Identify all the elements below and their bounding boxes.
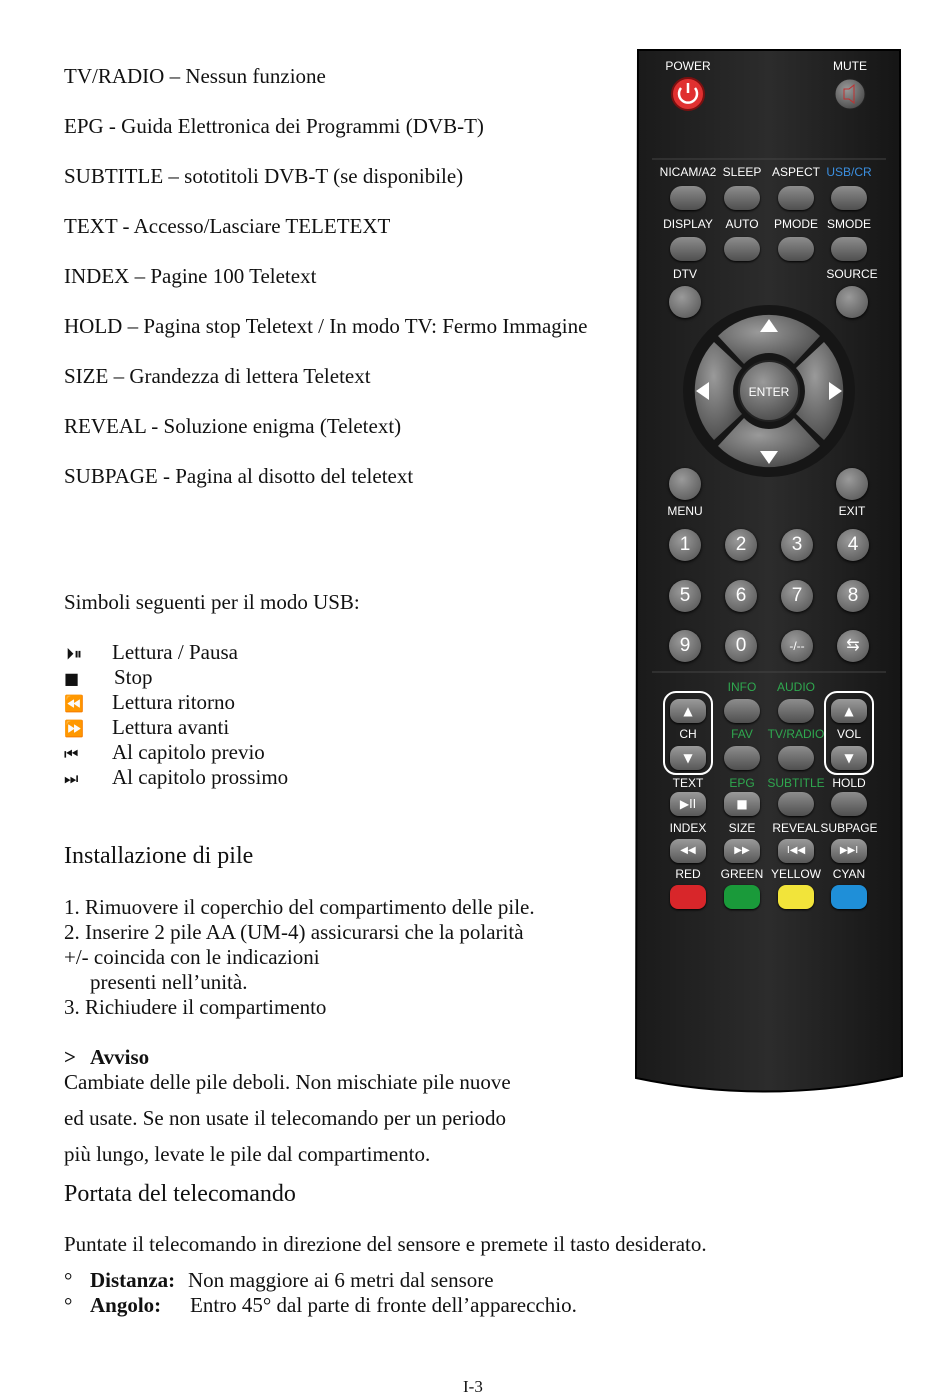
exit-button[interactable] xyxy=(836,468,868,500)
exit-label: EXIT xyxy=(838,504,866,518)
ch-down-button[interactable]: ▼ xyxy=(670,746,706,770)
pmode-button[interactable] xyxy=(778,237,814,261)
subtitle-button[interactable] xyxy=(778,792,814,816)
aspect-label: ASPECT xyxy=(771,165,820,179)
page-number: I-3 xyxy=(463,1377,483,1396)
epg-label: EPG xyxy=(729,776,755,790)
function-line-tvradio: TV/RADIO – Nessun funzione xyxy=(64,64,326,88)
warning-title: Avviso xyxy=(90,1045,150,1069)
range-text-angle: Entro 45° dal parte di fronte dell’apparecchio. xyxy=(190,1293,577,1317)
mute-label: MUTE xyxy=(833,59,867,73)
digit-8-button[interactable]: 8 xyxy=(837,580,869,612)
range-bullet-1: ° xyxy=(64,1268,73,1292)
battery-step-1: 1. Rimuovere il coperchio del compartimento delle pile. xyxy=(64,895,535,919)
tvradio-button[interactable] xyxy=(778,746,814,770)
usbcr-label: USB/CR xyxy=(826,165,872,179)
warning-line-2: ed usate. Se non usate il telecomando per un periodo xyxy=(64,1106,507,1130)
red-button[interactable] xyxy=(670,885,706,909)
battery-step-2: 2. Inserire 2 pile AA (UM-4) assicurarsi che la polarità xyxy=(64,920,524,944)
subtitle-label: SUBTITLE xyxy=(767,776,825,790)
fav-label: FAV xyxy=(731,727,753,741)
warning-line-3: più lungo, levate le pile dal compartimento. xyxy=(64,1142,431,1166)
battery-step-3: 3. Richiudere il compartimento xyxy=(64,995,327,1019)
function-line-reveal: REVEAL - Soluzione enigma (Teletext) xyxy=(64,414,402,438)
reveal-label: REVEAL xyxy=(772,821,820,835)
fast-forward-icon: ⏩ xyxy=(64,719,84,738)
auto-button[interactable] xyxy=(724,237,760,261)
yellow-button[interactable] xyxy=(778,885,814,909)
yellow-label: YELLOW xyxy=(770,867,821,881)
function-line-hold: HOLD – Pagina stop Teletext / In modo TV: Fermo Immagine xyxy=(64,314,588,338)
mute-button[interactable] xyxy=(835,79,865,109)
digit-7-button[interactable]: 7 xyxy=(781,580,813,612)
green-label: GREEN xyxy=(720,867,764,881)
usb-item-next: Al capitolo prossimo xyxy=(112,765,289,789)
power-label: POWER xyxy=(665,59,711,73)
auto-label: AUTO xyxy=(725,217,759,231)
display-label: DISPLAY xyxy=(663,217,713,231)
fav-button[interactable] xyxy=(724,746,760,770)
rewind-icon: ⏪ xyxy=(64,694,84,713)
pmode-label: PMODE xyxy=(773,217,818,231)
usbcr-button[interactable] xyxy=(831,186,867,210)
digit-6-button[interactable]: 6 xyxy=(725,580,757,612)
menu-label: MENU xyxy=(667,504,703,518)
range-label-angle: Angolo: xyxy=(90,1293,162,1317)
cyan-button[interactable] xyxy=(831,885,867,909)
audio-label: AUDIO xyxy=(776,680,815,694)
next-chapter-icon: ⏭ xyxy=(64,769,79,788)
digit-4-button[interactable]: 4 xyxy=(837,529,869,561)
warning-line-1: Cambiate delle pile deboli. Non mischiate pile nuove xyxy=(64,1070,511,1094)
function-line-size: SIZE – Grandezza di lettera Teletext xyxy=(64,364,371,388)
usb-item-forward: Lettura avanti xyxy=(112,715,230,739)
range-bullet-2: ° xyxy=(64,1293,73,1317)
rewind-button[interactable]: ◀◀ xyxy=(670,839,706,863)
digit-0-button[interactable]: 0 xyxy=(725,630,757,662)
vol-down-button[interactable]: ▼ xyxy=(831,746,867,770)
next-chapter-button[interactable]: ▶▶I xyxy=(831,839,867,863)
battery-step-2-cont2: presenti nell’unità. xyxy=(90,970,248,994)
digit-9-button[interactable]: 9 xyxy=(669,630,701,662)
range-label-distance: Distanza: xyxy=(90,1268,176,1292)
ch-label: CH xyxy=(679,727,697,741)
range-intro: Puntate il telecomando in direzione del sensore e premete il tasto desiderato. xyxy=(64,1232,707,1256)
sleep-button[interactable] xyxy=(724,186,760,210)
info-button[interactable] xyxy=(724,699,760,723)
battery-heading: Installazione di pile xyxy=(64,843,254,869)
smode-button[interactable] xyxy=(831,237,867,261)
source-label: SOURCE xyxy=(826,267,878,281)
hold-button[interactable] xyxy=(831,792,867,816)
sleep-label: SLEEP xyxy=(722,165,762,179)
usb-heading: Simboli seguenti per il modo USB: xyxy=(64,590,360,614)
text-label: TEXT xyxy=(672,776,704,790)
enter-button[interactable] xyxy=(739,361,799,421)
function-line-epg: EPG - Guida Elettronica dei Programmi (DVB-T) xyxy=(64,114,484,138)
recall-icon[interactable]: ⇆ xyxy=(837,630,869,662)
hold-label: HOLD xyxy=(832,776,866,790)
warning-marker: > xyxy=(64,1045,76,1069)
ch-up-button[interactable]: ▲ xyxy=(670,699,706,723)
vol-label: VOL xyxy=(836,727,861,741)
subpage-label: SUBPAGE xyxy=(820,821,878,835)
digit-2-button[interactable]: 2 xyxy=(725,529,757,561)
size-label: SIZE xyxy=(728,821,756,835)
digit-3-button[interactable]: 3 xyxy=(781,529,813,561)
range-text-distance: Non maggiore ai 6 metri dal sensore xyxy=(188,1268,494,1292)
usb-item-rewind: Lettura ritorno xyxy=(112,690,236,714)
dash-button[interactable]: -/-- xyxy=(781,630,813,662)
function-line-subpage: SUBPAGE - Pagina al disotto del teletext xyxy=(64,464,414,488)
function-line-subtitle: SUBTITLE – sototitoli DVB-T (se disponibile) xyxy=(64,164,464,188)
cyan-label: CYAN xyxy=(832,867,866,881)
function-line-text: TEXT - Accesso/Lasciare TELETEXT xyxy=(64,214,391,238)
green-button[interactable] xyxy=(724,885,760,909)
display-button[interactable] xyxy=(670,237,706,261)
power-button[interactable] xyxy=(672,78,704,110)
digit-1-button[interactable]: 1 xyxy=(669,529,701,561)
prev-chapter-button[interactable]: I◀◀ xyxy=(778,839,814,863)
nicam-label: NICAM/A2 xyxy=(659,165,717,179)
dtv-button[interactable] xyxy=(669,286,701,318)
remote-control-illustration xyxy=(634,46,904,1094)
red-label: RED xyxy=(675,867,701,881)
enter-label: ENTER xyxy=(748,385,790,399)
smode-label: SMODE xyxy=(826,217,871,231)
stop-button[interactable]: ■ xyxy=(724,792,760,816)
forward-button[interactable]: ▶▶ xyxy=(724,839,760,863)
dtv-label: DTV xyxy=(673,267,697,281)
stop-icon: ■ xyxy=(64,669,80,688)
aspect-button[interactable] xyxy=(778,186,814,210)
nicam-button[interactable] xyxy=(670,186,706,210)
battery-step-2-cont: +/- coincida con le indicazioni xyxy=(64,945,320,969)
play-pause-button[interactable]: ▶II xyxy=(670,792,706,816)
tvradio-label: TV/RADIO xyxy=(767,727,825,741)
play-pause-icon: ⏵⏸ xyxy=(66,644,83,663)
menu-button[interactable] xyxy=(669,468,701,500)
usb-item-previous: Al capitolo previo xyxy=(112,740,265,764)
audio-button[interactable] xyxy=(778,699,814,723)
usb-item-stop: Stop xyxy=(114,665,153,689)
info-label: INFO xyxy=(727,680,757,694)
vol-up-button[interactable]: ▲ xyxy=(831,699,867,723)
usb-item-play-pause: Lettura / Pausa xyxy=(112,640,238,664)
function-line-index: INDEX – Pagine 100 Teletext xyxy=(64,264,317,288)
source-button[interactable] xyxy=(836,286,868,318)
previous-chapter-icon: ⏮ xyxy=(64,744,79,763)
index-label: INDEX xyxy=(669,821,707,835)
digit-5-button[interactable]: 5 xyxy=(669,580,701,612)
range-heading: Portata del telecomando xyxy=(64,1181,296,1207)
